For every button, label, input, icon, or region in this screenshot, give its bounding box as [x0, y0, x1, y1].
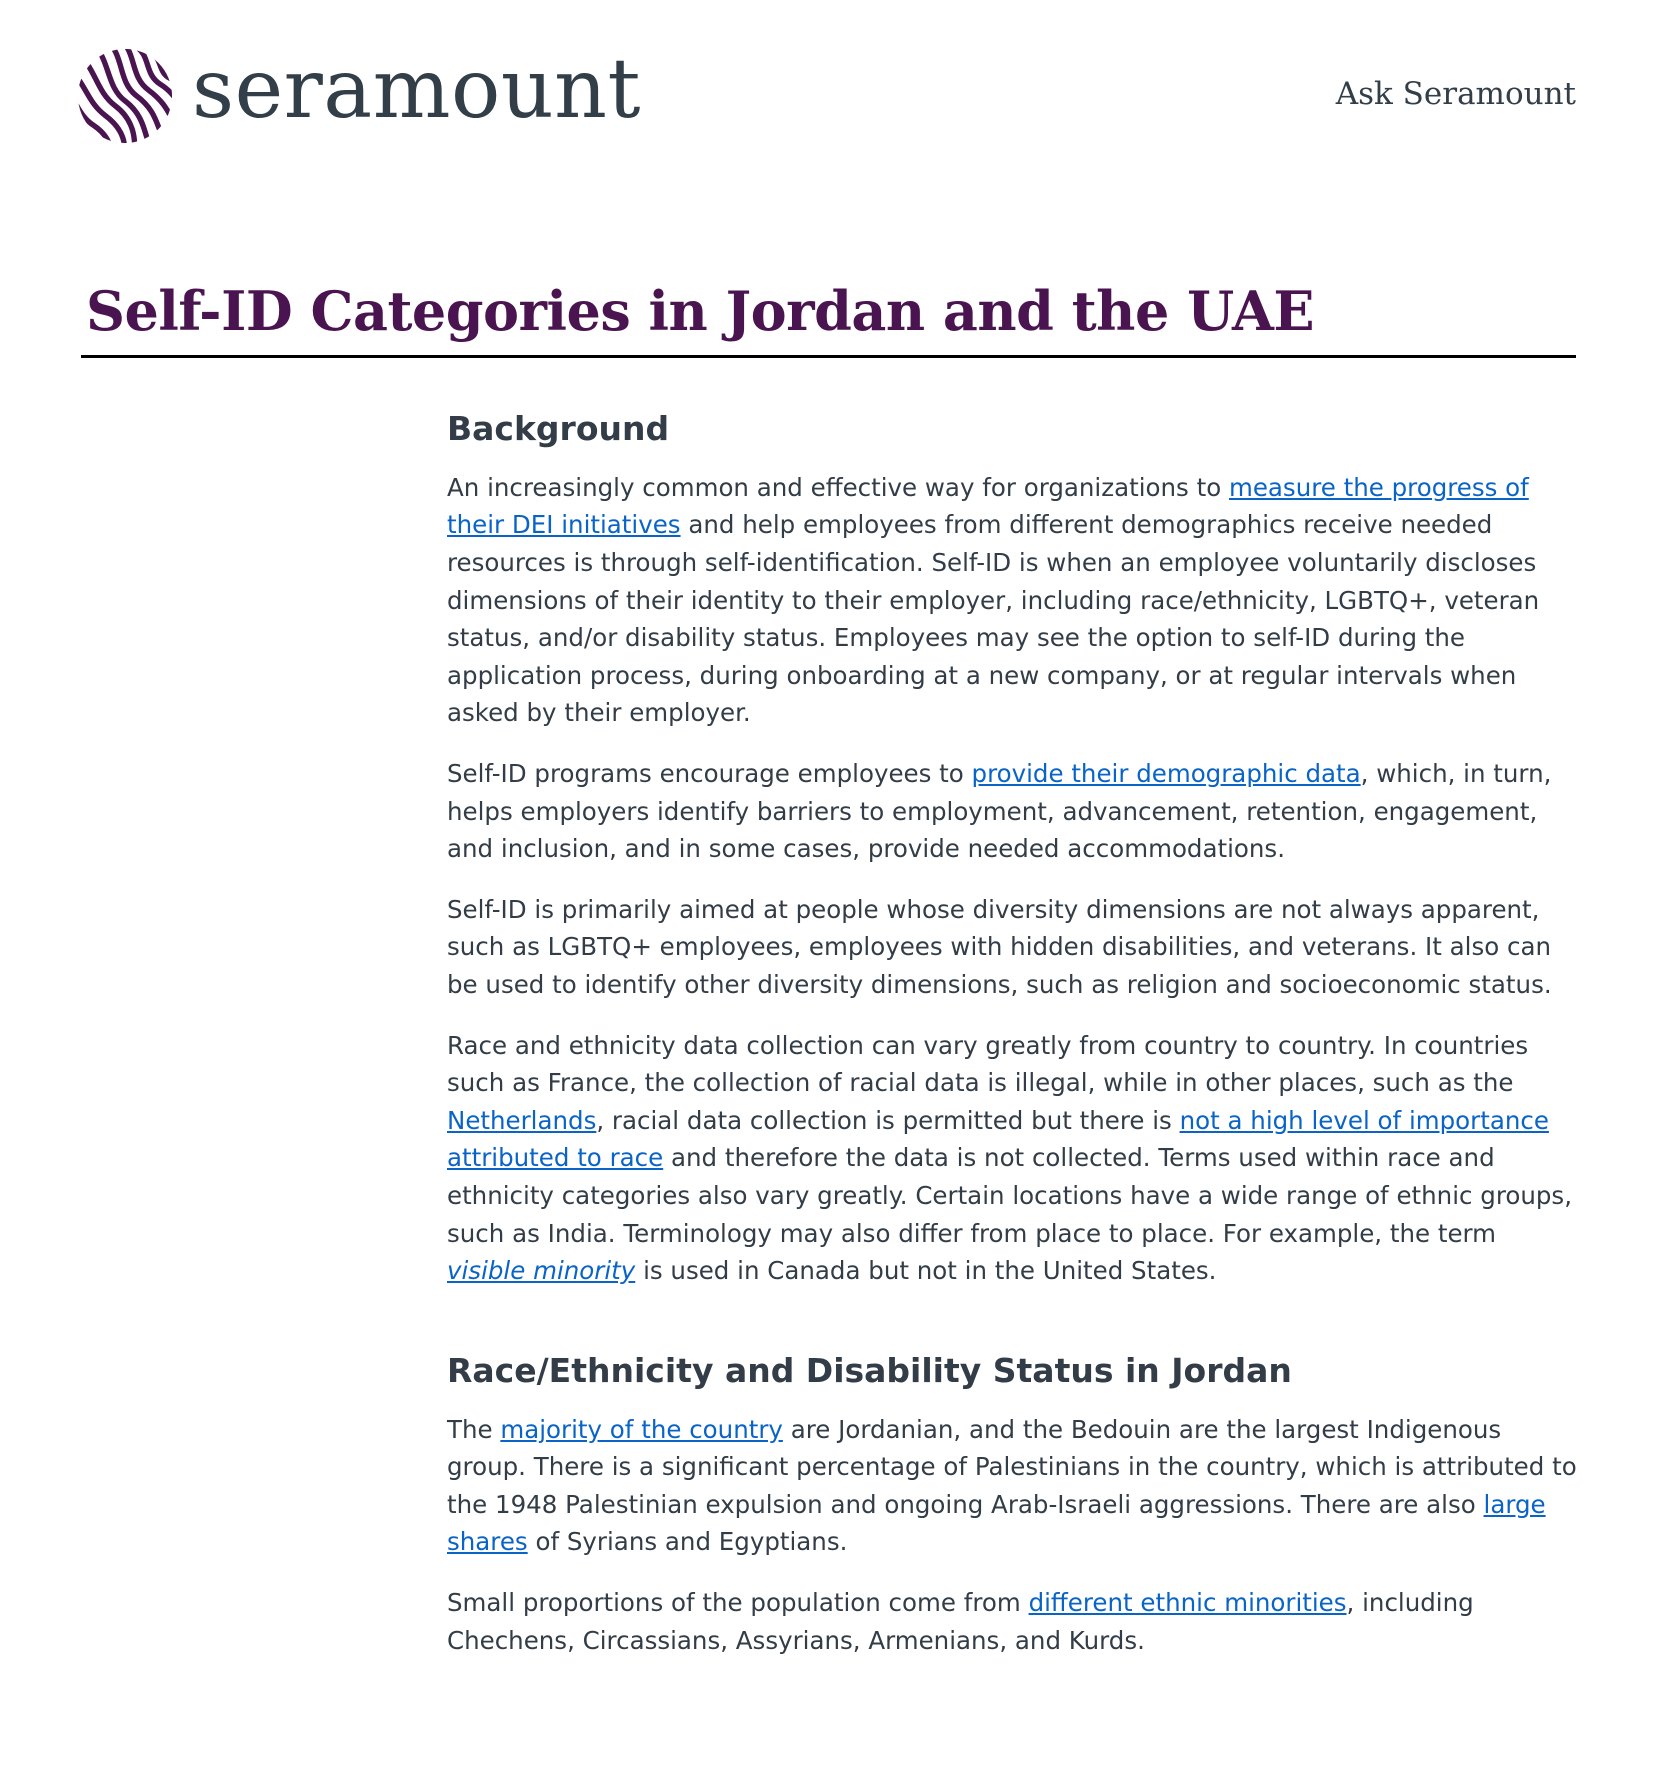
text: , racial data collection is permitted but there is — [596, 1105, 1180, 1135]
link-large-shares[interactable]: large shares — [447, 1489, 1546, 1557]
link-measure-progress[interactable]: measure the progress of their DEI initiatives — [447, 472, 1529, 540]
paragraph — [447, 1584, 1577, 1659]
section-heading-background: Background — [447, 409, 670, 448]
paragraph — [447, 1411, 1577, 1561]
link-netherlands[interactable]: Netherlands — [447, 1105, 597, 1135]
article-body — [447, 408, 1577, 1682]
text: and help employees from different demographics receive needed resources is through self-identification. Self-ID is when an employee voluntarily discloses dimensions of their identity to their employer, including race/ethnicity, LGBTQ+, veteran status, and/or disability status. Employees may see the option to self-ID during the application process, during onboarding at a new company, or at regular intervals when asked by their employer. — [447, 510, 1540, 728]
text: , which, in turn, helps employers identify barriers to employment, advancement, retention, engagement, and inclusion, and in some cases, provide needed accommodations. — [447, 759, 1552, 864]
title-divider — [81, 355, 1576, 358]
paragraph — [447, 469, 1577, 732]
seramount-logo-link[interactable] — [76, 42, 641, 146]
link-different-ethnic-minorities[interactable]: different ethnic minorities — [1028, 1588, 1347, 1618]
logo-wordmark: seramount — [192, 42, 641, 137]
text: is used in Canada but not in the United States. — [635, 1256, 1217, 1286]
page-title: Self-ID Categories in Jordan and the UAE — [86, 279, 1315, 343]
text: , including Chechens, Circassians, Assyrians, Armenians, and Kurds. — [447, 1588, 1474, 1655]
text: and therefore the data is not collected. Terms used within race and ethnicity categories also vary greatly. Certain locations have a wide range of ethnic groups, such as India. Terminology may also differ from place to place. For example, the term — [447, 1143, 1572, 1248]
ask-seramount-link[interactable]: Ask Seramount — [1335, 76, 1576, 112]
link-provide-demographic-data[interactable]: provide their demographic data — [971, 759, 1361, 789]
text: of Syrians and Egyptians. — [527, 1527, 848, 1557]
text: are Jordanian, and the Bedouin are the largest Indigenous group. There is a significant percentage of Palestinians in the country, which is attributed to the 1948 Palestinian expulsion and ongoing Arab-Israeli aggressions. There are also — [447, 1414, 1577, 1519]
link-majority-of-country[interactable]: majority of the country — [500, 1414, 783, 1444]
text: An increasingly common and effective way for organizations to — [447, 472, 1229, 502]
wave-sphere-icon — [76, 46, 174, 146]
text: Self-ID is primarily aimed at people whose diversity dimensions are not always apparent, such as LGBTQ+ employees, employees with hidden disabilities, and veterans. It also can be used to identify other diversity dimensions, such as religion and socioeconomic status. — [447, 894, 1552, 1000]
text: Race and ethnicity data collection can vary greatly from country to country. In countries such as France, the collection of racial data is illegal, while in other places, such as the — [447, 1030, 1529, 1098]
paragraph — [447, 755, 1577, 868]
section-heading-jordan: Race/Ethnicity and Disability Status in Jordan — [447, 1350, 1292, 1390]
text: Self-ID programs encourage employees to — [447, 759, 972, 789]
text: The — [447, 1414, 501, 1444]
link-visible-minority[interactable]: visible minority — [447, 1256, 636, 1286]
link-not-a-high-level[interactable]: not a high level of importance attributed to race — [447, 1105, 1549, 1173]
paragraph — [447, 1027, 1577, 1290]
text: Small proportions of the population come from — [447, 1588, 1029, 1618]
site-header — [0, 0, 1657, 200]
paragraph — [447, 891, 1577, 1004]
